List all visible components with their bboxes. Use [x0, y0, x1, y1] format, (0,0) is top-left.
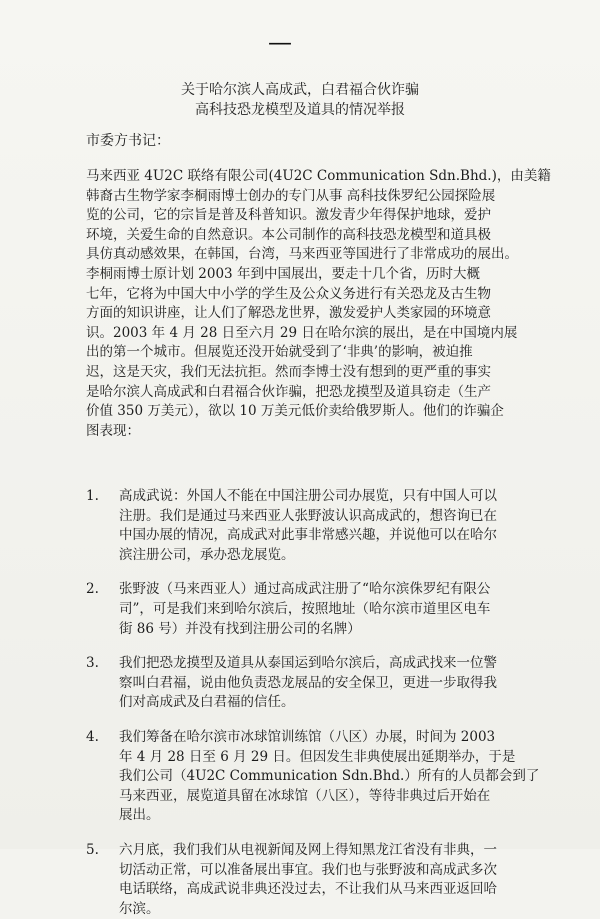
- intro-line: 七年，它将为中国大中小学的学生及公众义务进行有关恐龙及古生物: [86, 285, 491, 302]
- intro-line: 李桐雨博士原计划 2003 年到中国展出，要走十几个省，历时大概: [86, 265, 480, 282]
- list-item-line: 中国办展的情况，高成武对此事非常感兴趣，并说他可以在哈尔: [119, 527, 497, 544]
- list-item-line: 我们把恐龙摸型及道具从泰国运到哈尔滨后，高成武找来一位警: [119, 655, 497, 672]
- list-item-number: 3.: [86, 655, 99, 672]
- intro-line: 韩裔古生物学家李桐雨博士创办的专门从事 高科技侏罗纪公园探险展: [86, 187, 496, 204]
- list-item-line: 我们筹备在哈尔滨市冰球馆训练馆（八区）办展，时间为 2003: [119, 729, 496, 745]
- list-item-line: 年 4 月 28 日至 6 月 29 日。但因发生非典使展出延期举办，于是: [119, 748, 516, 765]
- intro-line: 迟，这是天灾，我们无法抗拒。然而李博士没有想到的更严重的事实: [86, 363, 491, 380]
- list-item-line: 注册。我们是通过马来西亚人张野波认识高成武的，想咨询已在: [119, 507, 497, 524]
- list-item-number: 4.: [86, 729, 99, 745]
- list-item-line: 们对高成武及白君福的信任。: [119, 694, 295, 711]
- list-item-line: 展出。: [119, 807, 160, 824]
- intro-line: 马来西亚 4U2C 联络有限公司(4U2C Communication Sdn.Bhd.)，由美籍: [86, 168, 551, 184]
- list-item-text: [119, 841, 497, 919]
- list-item-line: 高成武说：外国人不能在中国注册公司办展览，只有中国人可以: [119, 488, 497, 504]
- intro-line: 图表现：: [86, 422, 140, 439]
- salutation: 市委方书记：: [86, 133, 170, 149]
- document-title-line-1: 关于哈尔滨人高成武，白君福合伙诈骗: [181, 82, 419, 98]
- intro-paragraph: [86, 167, 551, 441]
- intro-line: 出的第一个城市。但展览还没开始就受到了‘非典’的影响，被迫推: [86, 344, 473, 361]
- list-item-text: [119, 728, 539, 826]
- list-item-text: [119, 487, 497, 565]
- list-item-line: 街 86 号）并没有找到注册公司的名牌）: [119, 620, 361, 637]
- intro-line: 识。2003 年 4 月 28 日至六月 29 日在哈尔滨的展出，是在中国境内展: [86, 324, 518, 341]
- header-mark: —: [268, 28, 291, 56]
- list-item-number: 5.: [86, 842, 99, 858]
- list-item-line: 我们公司（4U2C Communication Sdn.Bhd.）所有的人员都会到了: [119, 768, 540, 785]
- intro-line: 是哈尔滨人高成武和白君福合伙诈骗，把恐龙摸型及道具窃走（生产: [86, 383, 491, 400]
- intro-line: 方面的知识讲座，让人们了解恐龙世界，激发爱护人类家园的环境意: [86, 305, 491, 322]
- list-item-line: 司”，可是我们来到哈尔滨后，按照地址（哈尔滨市道里区电车: [119, 600, 491, 617]
- list-item-text: [119, 654, 497, 713]
- intro-line: 环境，关爱生命的自然意识。本公司制作的高科技恐龙模型和道具极: [86, 226, 491, 243]
- list-item-number: 2.: [86, 581, 99, 598]
- list-item-number: 1.: [86, 488, 99, 504]
- list-item-line: 张野波（马来西亚人）通过高成武注册了“哈尔滨侏罗纪有限公: [119, 581, 491, 598]
- list-item-line: 察叫白君福，说由他负责恐龙展品的安全保卫，更进一步取得我: [119, 674, 497, 691]
- list-item-text: [119, 580, 490, 639]
- document-title-line-2: 高科技恐龙模型及道具的情况举报: [195, 102, 405, 118]
- list-item-line: 尔滨。: [119, 900, 160, 917]
- list-item-line: 切活动正常，可以准备展出事宜。我们也与张野波和高成武多次: [119, 861, 497, 878]
- intro-line: 具仿真动感效果，在韩国，台湾，马来西亚等国进行了非常成功的展出。: [86, 246, 518, 263]
- list-item-line: 六月底，我们我们从电视新闻及网上得知黑龙江省没有非典，一: [119, 842, 497, 858]
- list-item-line: 滨注册公司，承办恐龙展览。: [119, 546, 295, 563]
- intro-line: 价值 350 万美元），欲以 10 万美元低价卖给俄罗斯人。他们的诈骗企: [86, 403, 504, 420]
- list-item-line: 马来西亚，展览道具留在冰球馆（八区），等待非典过后开始在: [119, 787, 491, 804]
- list-item-line: 电话联络，高成武说非典还没过去，不让我们从马来西亚返回哈: [119, 881, 497, 898]
- intro-line: 览的公司，它的宗旨是普及科普知识。激发青少年得保护地球，爱护: [86, 207, 491, 224]
